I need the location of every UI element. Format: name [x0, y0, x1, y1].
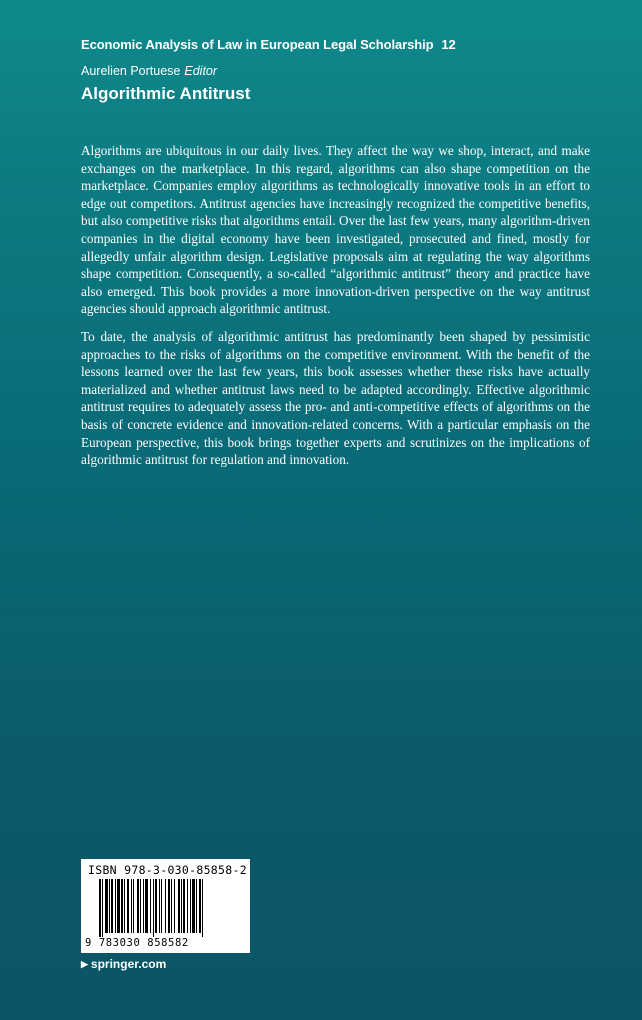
barcode-bar	[178, 879, 180, 933]
arrow-right-icon: ▶	[81, 958, 88, 969]
barcode-digits: 9 783030 858582	[85, 937, 189, 949]
barcode-bar	[165, 879, 166, 933]
barcode-bar	[137, 879, 139, 933]
editor-line	[81, 64, 217, 78]
series-number: 12	[441, 37, 456, 52]
barcode-bar	[187, 879, 188, 933]
barcode-image	[99, 879, 235, 937]
barcode-bar	[174, 879, 175, 933]
barcode-bar	[150, 879, 151, 933]
barcode-bar	[192, 879, 195, 933]
barcode-bar	[102, 879, 103, 937]
barcode-bar	[117, 879, 120, 933]
series-title	[81, 37, 456, 52]
barcode-bar	[153, 879, 154, 937]
barcode-bar	[183, 879, 185, 933]
editor-name: Aurelien Portuese	[81, 64, 181, 78]
barcode-bar	[140, 879, 141, 933]
barcode-bar	[145, 879, 148, 933]
blurb-paragraph-1: Algorithms are ubiquitous in our daily lives. They affect the way we shop, interact, and make exchanges on the marketplace. In this regard, algorithms can also shape competition on the marketplace. Companies employ algorithms as technologically innovative tools in an effort to edge out competitors. Antitrust agencies have increasingly recognized the competitive benefits, but also competitive risks that algorithms entail. Over the last few years, many algorithm-driven companies in the digital economy have been investigated, prosecuted and fined, mostly for allegedly unfair algorithm design. Legislative proposals aim at regulating the way algorithms shape competition. Consequently, a so-called “algorithmic antitrust” theory and practice have also emerged. This book provides a more innovation-driven perspective on the way antitrust agencies should approach algorithmic antitrust.	[81, 143, 590, 317]
editor-role: Editor	[184, 64, 218, 78]
barcode-bar	[143, 879, 144, 933]
barcode-bar	[155, 879, 157, 933]
barcode-bar	[168, 879, 170, 933]
blurb-paragraph-2: To date, the analysis of algorithmic antitrust has predominantly been shaped by pessimistic approaches to the risks of algorithms on the competitive environment. With the benefit of the lessons learned over the last few years, this book assesses whether these risks have actually materialized and whether antitrust laws need to be adapted accordingly. Effective algorithmic antitrust requires to adequately assess the pro- and anti-competitive effects of algorithms on the basis of concrete evidence and innovation-related concerns. With a particular emphasis on the European perspective, this book brings together experts and scrutinizes on the implications of algorithmic antitrust for regulation and innovation.	[81, 328, 590, 468]
barcode-bar	[196, 879, 197, 933]
barcode-bar	[161, 879, 162, 933]
barcode-bar	[133, 879, 134, 933]
barcode-bar	[202, 879, 203, 937]
barcode-bar	[124, 879, 125, 933]
isbn-barcode-box	[81, 859, 250, 953]
barcode-bar	[199, 879, 201, 933]
website-link[interactable]	[81, 957, 166, 971]
barcode-bar	[171, 879, 172, 933]
isbn-label: ISBN 978-3-030-85858-2	[88, 863, 247, 877]
series-name: Economic Analysis of Law in European Legal Scholarship	[81, 37, 434, 52]
barcode-bar	[115, 879, 116, 933]
barcode-bar	[99, 879, 101, 937]
website-text: springer.com	[90, 957, 167, 971]
barcode-bar	[105, 879, 108, 933]
barcode-bar	[121, 879, 123, 933]
barcode-bar	[159, 879, 160, 933]
barcode-bar	[127, 879, 129, 933]
barcode-bar	[181, 879, 182, 933]
barcode-bar	[109, 879, 110, 933]
barcode-bar	[190, 879, 191, 933]
barcode-bar	[111, 879, 113, 933]
barcode-bar	[131, 879, 132, 933]
book-blurb	[81, 142, 590, 479]
book-title: Algorithmic Antitrust	[81, 84, 251, 103]
